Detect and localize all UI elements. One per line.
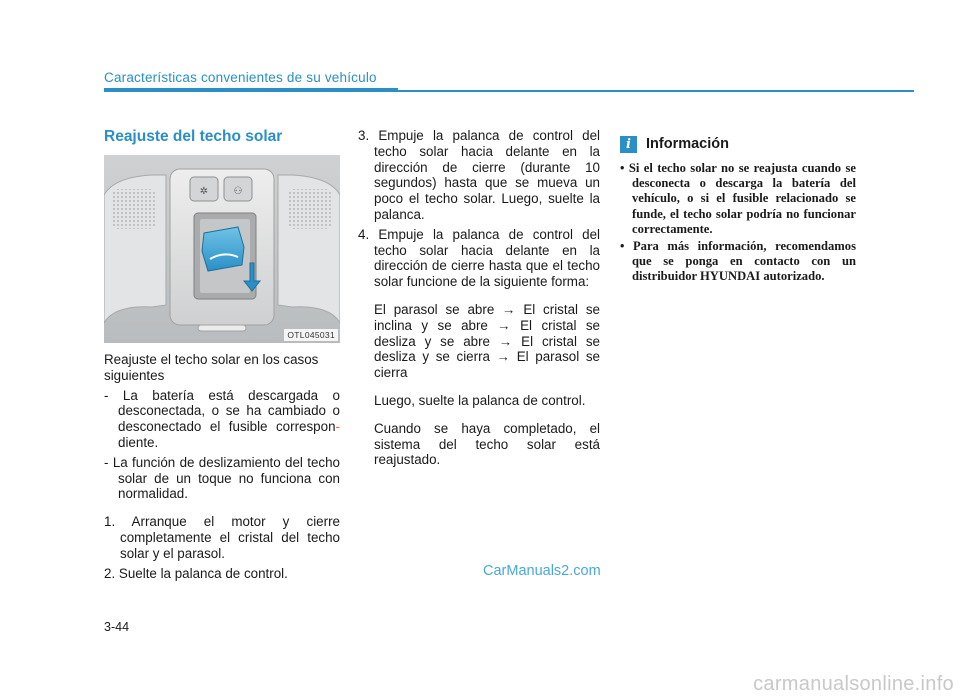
column-left — [104, 352, 340, 581]
section-title: Reajuste del techo solar — [104, 128, 283, 145]
header-rule-thin — [398, 90, 914, 92]
header-title: Características convenientes de su vehículo — [104, 70, 377, 85]
intro-text: Reajuste el techo solar en los casos siguientes — [104, 352, 319, 383]
operation-sequence: El parasol se abre → El cristal se inclina y se abre → El cristal se desliza y se abre → El cristal se desliza y se cierra → El parasol se cierra — [374, 301, 600, 381]
info-icon: i — [620, 136, 637, 153]
svg-text:✲: ✲ — [199, 186, 209, 197]
figure-code: OTL045031 — [284, 329, 338, 341]
info-item: • Para más información, recomendamos que se ponga en contacto con un distribuidor HYUNDAI autorizado. — [620, 239, 856, 284]
release-note: Luego, suelte la palanca de control. — [374, 392, 586, 408]
page-number: 3-44 — [104, 620, 130, 634]
info-box — [620, 136, 856, 287]
watermark-link[interactable]: CarManuals2.com — [483, 563, 601, 579]
step-item: 4. Empuje la palanca de control del techo solar hacia delante en la dirección de cierre hasta que el techo solar funcione de la siguiente forma: — [358, 226, 600, 290]
step-item: 3. Empuje la palanca de control del techo solar hacia delante en la dirección de cierre (durante 10 segundos) hasta que se mueva un poco el techo solar. Luego, suelte la palanca. — [358, 128, 600, 222]
step-item: 1. Arranque el motor y cierre completamente el cristal del techo solar y el parasol. — [104, 514, 340, 561]
header-rule-thick — [104, 88, 398, 92]
svg-text:⚇: ⚇ — [233, 186, 243, 197]
sunroof-control-photo — [104, 155, 340, 343]
overhead-console-illustration — [104, 155, 340, 343]
condition-item: - La batería está descargada o desconectada, o se ha cambiado o desconectado el fusible correspon- diente. — [104, 387, 340, 450]
step-item: 2. Suelte la palanca de control. — [104, 565, 288, 581]
condition-item: - La función de deslizamiento del techo solar de un toque no funciona con normalidad. — [104, 454, 340, 502]
info-item: • Si el techo solar no se reajusta cuando se desconecta o descarga la batería del vehículo, o si el fusible relacionado se funde, el techo solar podría no funcionar correctamente. — [620, 161, 856, 236]
info-header — [620, 136, 856, 153]
column-middle — [358, 128, 600, 468]
footer-watermark: carmanualsonline.info — [753, 673, 954, 695]
info-title: Información — [646, 135, 729, 152]
completion-note: Cuando se haya completado, el sistema del techo solar está reajustado. — [374, 420, 600, 468]
